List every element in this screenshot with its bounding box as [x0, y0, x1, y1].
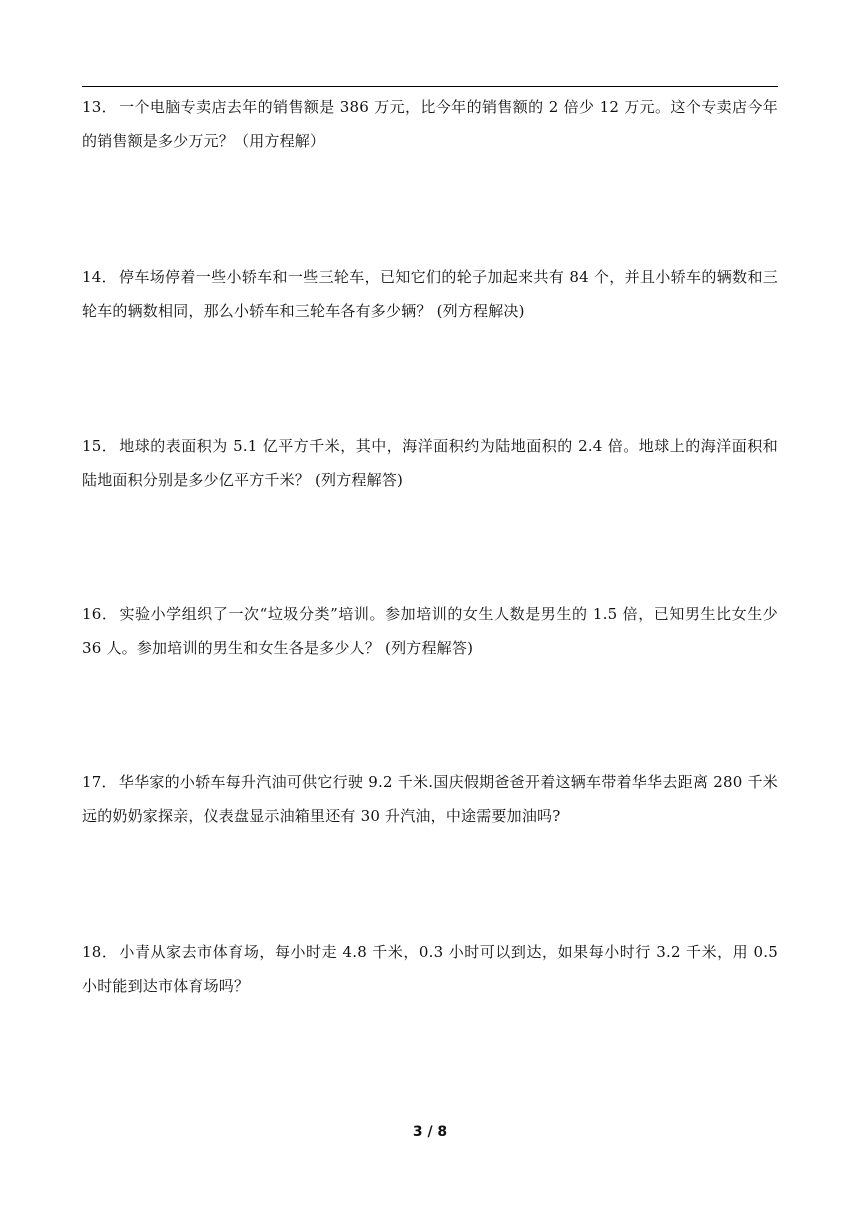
problem-15: [82, 429, 778, 497]
problem-text: 实验小学组织了一次“垃圾分类”培训。参加培训的女生人数是男生的 1.5 倍，已知男生比女生少 36 人。参加培训的男生和女生各是多少人？ (列方程解答): [82, 605, 779, 657]
header-rule: [82, 86, 778, 87]
problem-number: 18．: [82, 943, 118, 961]
problem-number: 17．: [82, 773, 117, 791]
problem-number: 14．: [82, 268, 117, 286]
problem-number: 15．: [82, 437, 118, 455]
problem-text: 停车场停着一些小轿车和一些三轮车，已知它们的轮子加起来共有 84 个，并且小轿车的辆数和三轮车的辆数相同，那么小轿车和三轮车各有多少辆？ (列方程解决): [82, 268, 778, 320]
problem-text: 一个电脑专卖店去年的销售额是 386 万元，比今年的销售额的 2 倍少 12 万元。这个专卖店今年的销售额是多少万元？（用方程解）: [82, 98, 778, 150]
problem-text: 地球的表面积为 5.1 亿平方千米，其中，海洋面积约为陆地面积的 2.4 倍。地球上的海洋面积和陆地面积分别是多少亿平方千米？ (列方程解答): [82, 437, 779, 489]
problem-17: [82, 765, 778, 833]
page-number: 3 / 8: [412, 1124, 448, 1140]
problem-number: 13．: [82, 98, 118, 116]
problem-13: [82, 90, 778, 158]
problem-text: 华华家的小轿车每升汽油可供它行驶 9.2 千米.国庆假期爸爸开着这辆车带着华华去距离 280 千米远的奶奶家探亲，仪表盘显示油箱里还有 30 升汽油，中途需要加油吗?: [82, 773, 779, 825]
problem-18: [82, 935, 778, 1003]
problem-number: 16．: [82, 605, 118, 623]
problem-14: [82, 260, 778, 328]
problem-text: 小青从家去市体育场，每小时走 4.8 千米，0.3 小时可以到达，如果每小时行 3.2 千米，用 0.5 小时能到达市体育场吗？: [82, 943, 779, 995]
problem-16: [82, 597, 778, 665]
